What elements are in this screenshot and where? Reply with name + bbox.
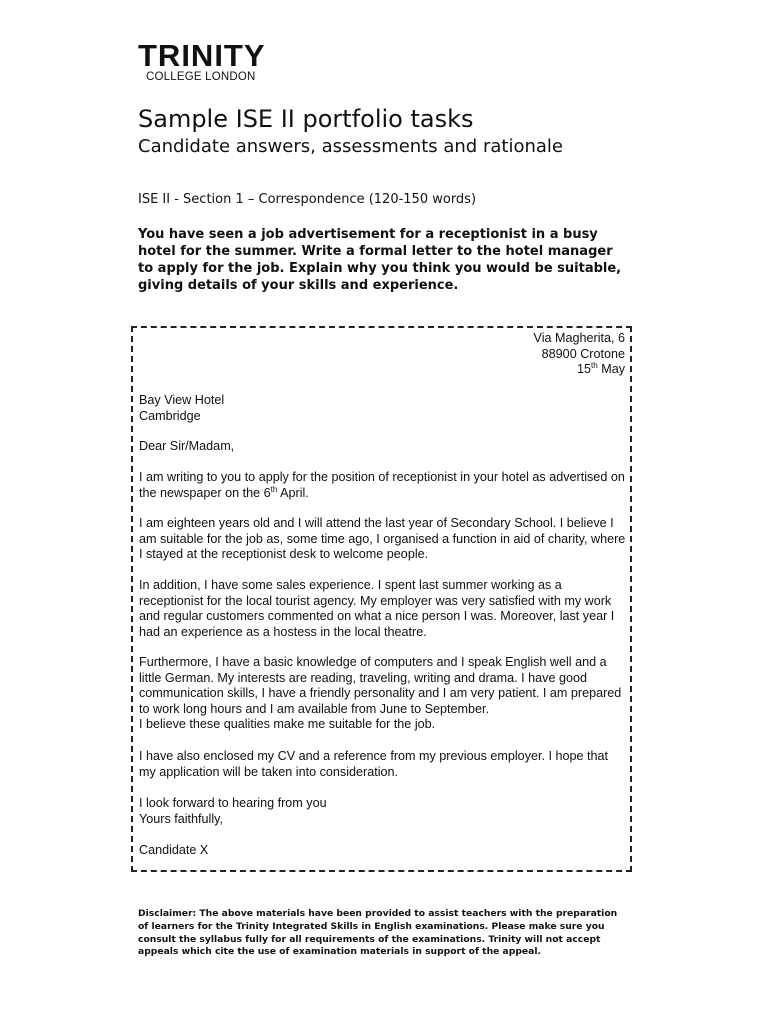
page-subtitle: Candidate answers, assessments and rationale [138, 136, 563, 157]
logo-subtitle: COLLEGE LONDON [146, 71, 256, 83]
logo-wordmark: TRINITY [138, 38, 266, 73]
sender-address [534, 331, 625, 378]
letter-paragraph-3: In addition, I have some sales experience. I spent last summer working as a receptionist for the local tourist agency. My employer was very satisfied with my work and regular customers commented on what a nice person I was. Moreover, last year I had an experience as a hostess in the local theatre. [139, 578, 615, 639]
address-line-2: 88900 Crotone [541, 346, 625, 361]
address-line-1: Via Magherita, 6 [533, 331, 625, 345]
letter-date: 15th May [577, 361, 625, 377]
recipient-line-1: Bay View Hotel [139, 393, 225, 407]
disclaimer: Disclaimer: The above materials have been provided to assist teachers with the preparation of learners for the Trinity Integrated Skills in English examinations. Please make sure you consult the syllabus fully for all requirements of the examinations. Trinity will not accept appeals which cite the use of examination materials in support of the appeal. [138, 908, 618, 958]
section-heading: ISE II - Section 1 – Correspondence (120-150 words) [138, 192, 477, 207]
trinity-logo [138, 40, 278, 83]
letter-paragraph-4: Furthermore, I have a basic knowledge of computers and I speak English well and a little German. My interests are reading, traveling, writing and drama. I have good communication skills, I have a friendly personality and I am very patient. I am prepared to work long hours and I am available from June to September. I believe these qualities make me suitable for the job. [139, 655, 622, 732]
recipient-address [139, 393, 224, 424]
sample-letter-box [131, 326, 632, 872]
recipient-line-2: Cambridge [139, 408, 201, 423]
letter-paragraph-2: I am eighteen years old and I will attend the last year of Secondary School. I believe I am suitable for the job as, some time ago, I organised a function in aid of charity, where I stayed at the receptionist desk to welcome people. [139, 516, 626, 562]
letter-signature: Candidate X [139, 843, 209, 857]
task-instructions: You have seen a job advertisement for a receptionist in a busy hotel for the summer. Write a formal letter to the hotel manager to apply for the job. Explain why you think you would be suitable, giving details of your skills and experience. [138, 227, 622, 293]
page-title: Sample ISE II portfolio tasks [138, 105, 474, 133]
letter-paragraph-1: I am writing to you to apply for the position of receptionist in your hotel as advertised on the newspaper on the 6th April. [139, 470, 625, 500]
letter-closing: I look forward to hearing from you Yours faithfully, [139, 796, 327, 826]
salutation: Dear Sir/Madam, [139, 439, 235, 453]
letter-paragraph-5: I have also enclosed my CV and a reference from my previous employer. I hope that my application will be taken into consideration. [139, 749, 609, 779]
